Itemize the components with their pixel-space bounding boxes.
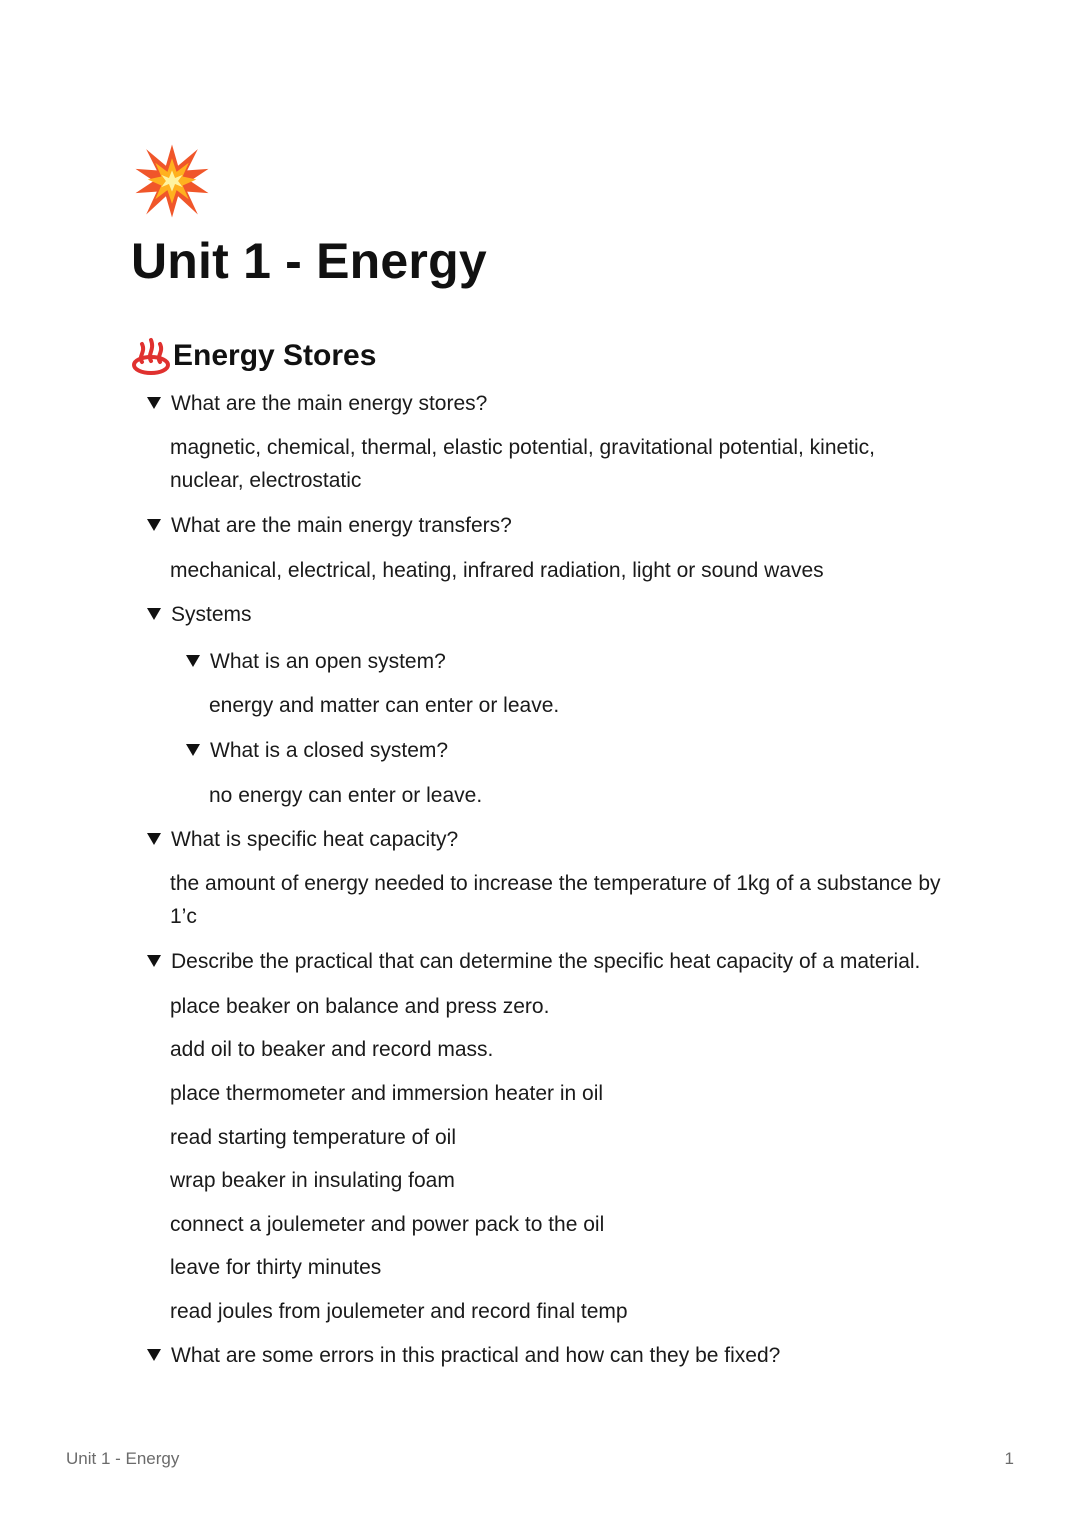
- toggle-answer: magnetic, chemical, thermal, elastic potential, gravitational potential, kinetic, nuclear, electrostatic: [170, 436, 876, 492]
- toggle-question: Describe the practical that can determine the specific heat capacity of a material.: [171, 950, 921, 973]
- toggle-answer: energy and matter can enter or leave.: [209, 694, 560, 717]
- triangle-down-icon: [147, 519, 161, 531]
- practical-step: add oil to beaker and record mass.: [170, 1038, 494, 1061]
- page-title: Unit 1 - Energy: [131, 233, 487, 289]
- footer-doc-title: Unit 1 - Energy: [66, 1449, 180, 1468]
- practical-step: read joules from joulemeter and record final temp: [170, 1300, 628, 1323]
- triangle-down-icon: [147, 397, 161, 409]
- toggle-question: What are the main energy transfers?: [171, 514, 512, 537]
- toggle-question: What is specific heat capacity?: [171, 828, 459, 851]
- section-heading-label: Energy Stores: [173, 339, 377, 372]
- toggle-question: What is an open system?: [210, 650, 446, 673]
- toggle-practical[interactable]: [147, 949, 920, 975]
- toggle-question: What are the main energy stores?: [171, 392, 488, 415]
- triangle-down-icon: [147, 608, 161, 620]
- toggle-main-energy-stores[interactable]: [147, 391, 487, 417]
- toggle-question: What is a closed system?: [210, 739, 449, 762]
- toggle-question: Systems: [171, 603, 252, 626]
- triangle-down-icon: [147, 833, 161, 845]
- triangle-down-icon: [147, 955, 161, 967]
- toggle-systems[interactable]: [147, 602, 252, 628]
- footer-page-number: 1: [1004, 1449, 1014, 1468]
- toggle-specific-heat-capacity[interactable]: [147, 827, 458, 853]
- toggle-answer: mechanical, electrical, heating, infrared radiation, light or sound waves: [170, 559, 824, 582]
- practical-step: read starting temperature of oil: [170, 1126, 456, 1149]
- toggle-answer: no energy can enter or leave.: [209, 784, 483, 807]
- practical-step: place beaker on balance and press zero.: [170, 995, 550, 1018]
- toggle-practical-errors[interactable]: [147, 1343, 780, 1369]
- practical-step: place thermometer and immersion heater in oil: [170, 1082, 604, 1105]
- toggle-answer: the amount of energy needed to increase the temperature of 1kg of a substance by 1’c: [170, 872, 941, 928]
- collision-icon: [134, 143, 210, 219]
- triangle-down-icon: [186, 655, 200, 667]
- toggle-open-system[interactable]: [186, 649, 446, 675]
- toggle-main-energy-transfers[interactable]: [147, 513, 512, 539]
- hot-springs-icon: [131, 336, 171, 376]
- practical-step: wrap beaker in insulating foam: [170, 1169, 455, 1192]
- practical-step: connect a joulemeter and power pack to the oil: [170, 1213, 605, 1236]
- section-heading: [131, 336, 376, 376]
- toggle-closed-system[interactable]: [186, 738, 448, 764]
- triangle-down-icon: [186, 744, 200, 756]
- toggle-question: What are some errors in this practical and how can they be fixed?: [171, 1344, 781, 1367]
- practical-step: leave for thirty minutes: [170, 1256, 382, 1279]
- triangle-down-icon: [147, 1349, 161, 1361]
